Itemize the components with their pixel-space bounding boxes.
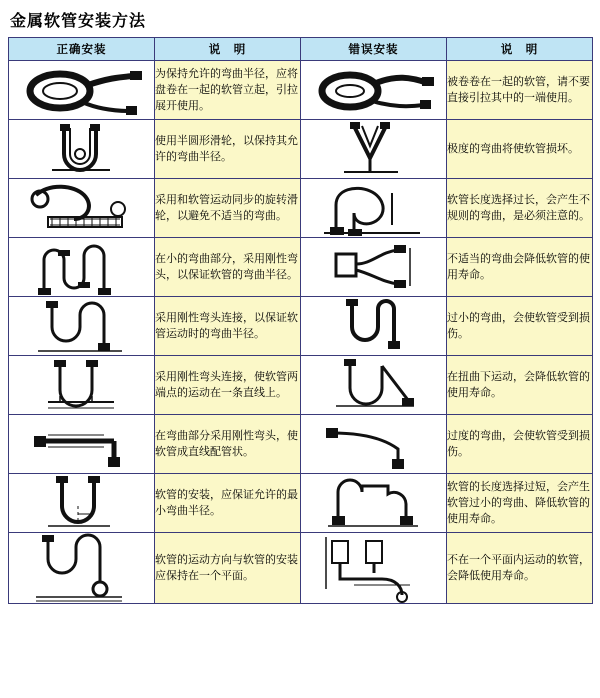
coiled-hose-pulled-icon [310, 61, 438, 119]
out-of-plane-motion-icon [310, 533, 438, 603]
correct-description: 采用刚性弯头连接，使软管两端点的运动在一条直线上。 [155, 356, 301, 415]
correct-illustration-cell [9, 533, 155, 604]
wrong-illustration-cell [301, 297, 447, 356]
correct-illustration-cell [9, 120, 155, 179]
correct-illustration-cell [9, 238, 155, 297]
table-header-row [9, 38, 593, 61]
straight-pipe-elbow-icon [18, 415, 146, 473]
correct-illustration-cell [9, 61, 155, 120]
wrong-description: 在扭曲下运动，会降低软管的使用寿命。 [447, 356, 593, 415]
correct-description: 在小的弯曲部分，采用刚性弯头，以保证软管的弯曲半径。 [155, 238, 301, 297]
wrong-description: 软管的长度选择过短，会产生软管过小的弯曲、降低软管的使用寿命。 [447, 474, 593, 533]
correct-description: 软管的运动方向与软管的安装应保持在一个平面。 [155, 533, 301, 604]
wrong-illustration-cell [301, 474, 447, 533]
wrong-description: 过度的弯曲，会使软管受到损伤。 [447, 415, 593, 474]
correct-description: 使用半圆形滑轮，以保持其允许的弯曲半径。 [155, 120, 301, 179]
correct-description: 采用和软管运动同步的旋转滑轮，以避免不适当的弯曲。 [155, 179, 301, 238]
correct-illustration-cell [9, 297, 155, 356]
correct-description: 软管的安装，应保证允许的最小弯曲半径。 [155, 474, 301, 533]
table-row [9, 474, 593, 533]
torsion-bend-icon [310, 356, 438, 414]
header-wrong-desc: 说 明 [447, 38, 593, 61]
sharp-kink-bend-icon [310, 120, 438, 178]
header-correct-install: 正确安装 [9, 38, 155, 61]
table-row [9, 61, 593, 120]
table-row [9, 356, 593, 415]
length-too-long-icon [310, 474, 438, 532]
same-plane-motion-icon [18, 533, 146, 603]
straight-line-elbow-icon [18, 356, 146, 414]
wrong-illustration-cell [301, 120, 447, 179]
wrong-description: 软管长度选择过长，会产生不规则的弯曲，是必须注意的。 [447, 179, 593, 238]
wrong-description: 极度的弯曲将使软管损坏。 [447, 120, 593, 179]
table-row [9, 238, 593, 297]
wrong-description: 过小的弯曲，会使软管受到损伤。 [447, 297, 593, 356]
rigid-elbow-small-bend-icon [18, 238, 146, 296]
wrong-description: 不在一个平面内运动的软管，会降低使用寿命。 [447, 533, 593, 604]
header-correct-desc: 说 明 [155, 38, 301, 61]
header-wrong-install: 错误安装 [301, 38, 447, 61]
excess-length-loop-icon [310, 179, 438, 237]
wrong-description: 不适当的弯曲会降低软管的使用寿命。 [447, 238, 593, 297]
wrong-illustration-cell [301, 415, 447, 474]
wrong-illustration-cell [301, 356, 447, 415]
u-bend-with-guide-icon [18, 120, 146, 178]
rigid-elbow-connection-icon [18, 297, 146, 355]
table-row [9, 415, 593, 474]
correct-illustration-cell [9, 474, 155, 533]
table-row [9, 533, 593, 604]
too-small-bend-icon [310, 297, 438, 355]
wrong-illustration-cell [301, 533, 447, 604]
wrong-description: 被卷卷在一起的软管，请不要直接引拉其中的一端使用。 [447, 61, 593, 120]
correct-illustration-cell [9, 356, 155, 415]
rotating-pulley-chain-icon [18, 179, 146, 237]
page-title: 金属软管安装方法 [10, 11, 147, 30]
coiled-hose-flat-icon [18, 61, 146, 119]
wrong-illustration-cell [301, 61, 447, 120]
correct-description: 为保持允许的弯曲半径，应将盘卷在一起的软管立起，引拉展开使用。 [155, 61, 301, 120]
correct-illustration-cell [9, 179, 155, 238]
correct-illustration-cell [9, 415, 155, 474]
improper-tight-bend-icon [310, 238, 438, 296]
correct-description: 采用刚性弯头连接，以保证软管运动时的弯曲半径。 [155, 297, 301, 356]
installation-methods-table [8, 37, 593, 604]
table-row [9, 179, 593, 238]
table-row [9, 297, 593, 356]
over-bending-icon [310, 415, 438, 473]
table-row [9, 120, 593, 179]
wrong-illustration-cell [301, 238, 447, 297]
min-bend-radius-install-icon [18, 474, 146, 532]
correct-description: 在弯曲部分采用刚性弯头，使软管成直线配管状。 [155, 415, 301, 474]
wrong-illustration-cell [301, 179, 447, 238]
